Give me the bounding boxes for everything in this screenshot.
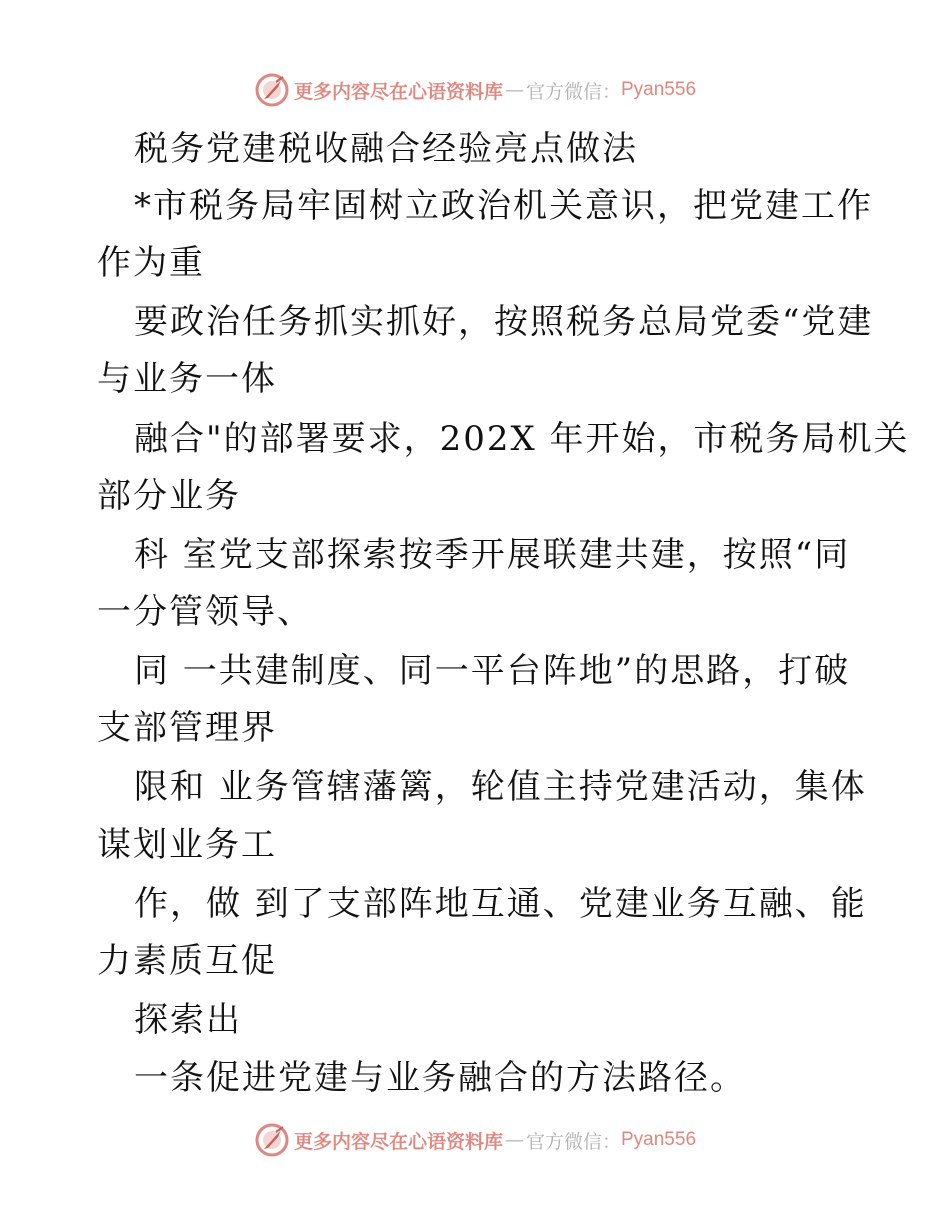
text-line: 与业务一体 bbox=[97, 359, 277, 399]
text-line: 作为重 bbox=[97, 243, 205, 283]
quill-seal-icon bbox=[254, 72, 290, 108]
watermark-main-text: 更多内容尽在心语资料库 bbox=[293, 1130, 503, 1153]
text-line: 限和 业务管辖藩篱，轮值主持党建活动，集体 bbox=[134, 767, 867, 807]
text-line: 谋划业务工 bbox=[97, 825, 277, 865]
text-line: 一条促进党建与业务融合的方法路径。 bbox=[134, 1058, 746, 1098]
text-line: 同 一共建制度、同一平台阵地”的思路，打破 bbox=[134, 651, 851, 691]
watermark-main-text: 更多内容尽在心语资料库 bbox=[293, 80, 503, 103]
text-line: 作，做 到了支部阵地互通、党建业务互融、能 bbox=[134, 884, 867, 924]
watermark-official-label: 官方微信： bbox=[525, 80, 621, 103]
watermark-separator: — bbox=[504, 1129, 524, 1151]
text-line: *市税务局牢固树立政治机关意识，把党建工作 bbox=[134, 186, 873, 226]
footer-watermark bbox=[0, 1120, 950, 1160]
text-line: 一分管领导、 bbox=[97, 592, 313, 632]
watermark-account-id: Pyan556 bbox=[621, 1129, 697, 1150]
quill-seal-icon bbox=[254, 1122, 290, 1158]
watermark-official-label: 官方微信： bbox=[525, 1130, 621, 1153]
document-title: 税务党建税收融合经验亮点做法 bbox=[134, 129, 638, 169]
text-line: 科 室党支部探索按季开展联建共建，按照“同 bbox=[134, 535, 851, 575]
text-line: 部分业务 bbox=[97, 476, 241, 516]
watermark-separator: — bbox=[504, 79, 524, 101]
watermark-account-id: Pyan556 bbox=[621, 79, 697, 100]
text-line: 要政治任务抓实抓好，按照税务总局党委“党建 bbox=[134, 302, 874, 342]
text-line: 融合"的部署要求，202X 年开始，市税务局机关 bbox=[134, 419, 910, 459]
text-line: 探索出 bbox=[134, 1000, 242, 1040]
header-watermark bbox=[0, 70, 950, 110]
text-line: 支部管理界 bbox=[97, 708, 277, 748]
text-line: 力素质互促 bbox=[97, 941, 277, 981]
